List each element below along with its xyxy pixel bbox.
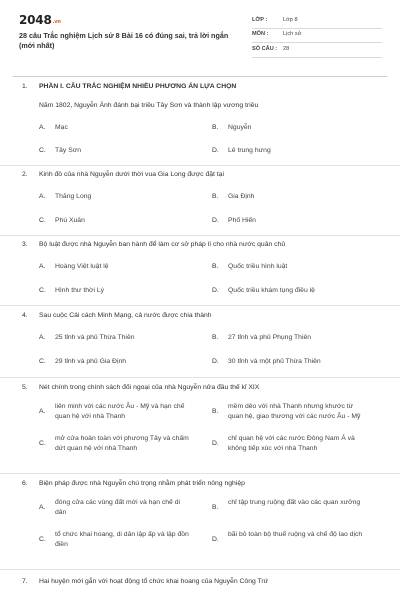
logo-text: 2048 <box>19 13 52 27</box>
meta-row-count <box>252 43 382 58</box>
option-b[interactable] <box>212 123 366 133</box>
option-letter: B. <box>212 334 219 341</box>
question-text: Sau cuộc Cải cách Minh Mạng, cả nước được chia thành <box>39 312 212 319</box>
option-text: đóng cửa các vùng đất mới và hạn chế di dân <box>55 499 181 517</box>
option-letter: C. <box>39 287 46 294</box>
option-letter: D. <box>212 440 219 447</box>
option-text: Mạc <box>55 124 68 131</box>
option-letter: C. <box>39 217 46 224</box>
option-b[interactable] <box>212 262 366 272</box>
meta-row-subject <box>252 29 382 44</box>
option-text: Thăng Long <box>55 193 92 200</box>
option-letter: C. <box>39 358 46 365</box>
option-text: Nguyễn <box>228 124 252 131</box>
option-text: 27 tỉnh và phủ Phụng Thiên <box>228 334 312 341</box>
option-letter: A. <box>39 124 46 131</box>
option-c[interactable] <box>39 216 193 226</box>
header-divider <box>13 76 387 77</box>
meta-row-class <box>252 14 382 29</box>
option-d[interactable] <box>212 434 366 454</box>
option-text: chỉ tập trung ruộng đất vào các quan xưởng <box>228 499 361 506</box>
question-text: Biện pháp được nhà Nguyễn chú trọng nhằm phát triển nông nghiệp <box>39 480 245 487</box>
option-c[interactable] <box>39 357 193 367</box>
option-a[interactable] <box>39 192 193 202</box>
question-intro: Năm 1802, Nguyễn Ánh đánh bại triều Tây Sơn và thành lập vương triều <box>39 102 259 109</box>
option-c[interactable] <box>39 286 193 296</box>
option-d[interactable] <box>212 216 366 226</box>
option-d[interactable] <box>212 530 366 544</box>
option-letter: D. <box>212 358 219 365</box>
option-letter: A. <box>39 504 46 511</box>
option-text: 25 tỉnh và phủ Thừa Thiên <box>55 334 135 341</box>
option-letter: B. <box>212 193 219 200</box>
document-meta <box>252 14 382 58</box>
option-b[interactable] <box>212 192 366 202</box>
option-letter: B. <box>212 504 219 511</box>
option-letter: D. <box>212 147 219 154</box>
question-text: Kinh đô của nhà Nguyễn dưới thời vua Gia Long được đặt tại <box>39 171 224 178</box>
question-text: Nét chính trong chính sách đối ngoại của nhà Nguyễn nửa đầu thế kỉ XIX <box>39 384 260 391</box>
option-c[interactable] <box>39 146 193 156</box>
option-letter: D. <box>212 217 219 224</box>
option-text: 30 tỉnh và một phủ Thừa Thiên <box>228 358 321 365</box>
question-divider <box>0 569 400 570</box>
question-text: Hai huyện mới gắn với hoạt động tổ chức khai hoang của Nguyễn Công Trứ <box>39 578 269 585</box>
option-text: Tây Sơn <box>55 147 81 154</box>
option-text: Lê trung hưng <box>228 147 271 154</box>
meta-key: LỚP : <box>252 16 268 23</box>
logo-suffix: .vn <box>52 19 61 25</box>
option-letter: D. <box>212 536 219 543</box>
option-a[interactable] <box>39 498 193 518</box>
option-text: Phố Hiến <box>228 217 256 224</box>
option-a[interactable] <box>39 262 193 272</box>
option-letter: C. <box>39 536 46 543</box>
meta-key: SỐ CÂU : <box>252 45 278 52</box>
option-b[interactable] <box>212 498 366 512</box>
option-text: chỉ quan hệ với các nước Đông Nam Á và không tiếp xúc với nhà Thanh <box>228 435 355 453</box>
option-letter: C. <box>39 147 46 154</box>
question-text: Bộ luật được nhà Nguyễn ban hành để làm cơ sở pháp lí cho nhà nước quân chủ <box>39 241 286 248</box>
question-number: 2. <box>22 171 28 178</box>
page-header <box>0 0 400 74</box>
option-d[interactable] <box>212 357 366 367</box>
option-letter: B. <box>212 263 219 270</box>
option-text: mở cửa hoàn toàn với phương Tây và chấm dứt quan hệ với nhà Thanh <box>55 435 189 453</box>
meta-value: 28 <box>283 45 290 52</box>
option-text: liên minh với các nước Âu - Mỹ và hạn chế quan hệ với nhà Thanh <box>55 403 185 421</box>
option-text: mềm dẻo với nhà Thanh nhưng khước từ quan hệ, giao thương với các nước Âu - Mỹ <box>228 403 361 421</box>
option-a[interactable] <box>39 402 193 422</box>
option-text: Gia Định <box>228 193 255 200</box>
option-text: Phú Xuân <box>55 217 85 224</box>
question-number: 3. <box>22 241 28 248</box>
question-divider <box>0 473 400 474</box>
question-divider <box>0 377 400 378</box>
option-letter: A. <box>39 408 46 415</box>
option-letter: A. <box>39 334 46 341</box>
option-d[interactable] <box>212 286 366 296</box>
option-a[interactable] <box>39 123 193 133</box>
meta-key: MÔN : <box>252 31 269 38</box>
option-text: 29 tỉnh và phủ Gia Định <box>55 358 127 365</box>
meta-value: Lịch sử <box>283 31 302 38</box>
option-d[interactable] <box>212 146 366 156</box>
question-divider <box>0 235 400 236</box>
option-b[interactable] <box>212 402 366 422</box>
option-b[interactable] <box>212 333 366 343</box>
meta-value: Lớp 8 <box>283 16 298 23</box>
option-text: tổ chức khai hoang, di dân lập ấp và lập đồn điền <box>55 531 189 549</box>
option-letter: A. <box>39 193 46 200</box>
option-text: Quốc triều khám tụng điều lệ <box>228 287 315 294</box>
option-letter: B. <box>212 124 219 131</box>
question-number: 4. <box>22 312 28 319</box>
option-letter: D. <box>212 287 219 294</box>
site-logo[interactable] <box>19 12 61 28</box>
option-text: bãi bỏ toàn bộ thuế ruộng và chế độ lao dịch <box>228 531 363 538</box>
question-number: 7. <box>22 578 28 585</box>
option-text: Hoàng Việt luật lệ <box>55 263 109 270</box>
option-text: Hình thư thời Lý <box>55 287 105 294</box>
document-title: 28 câu Trắc nghiệm Lịch sử 8 Bài 16 có đúng sai, trả lời ngắn (mới nhất) <box>19 31 229 50</box>
question-divider <box>0 305 400 306</box>
question-number: 5. <box>22 384 28 391</box>
option-letter: B. <box>212 408 219 415</box>
option-c[interactable] <box>39 530 193 550</box>
question-divider <box>0 165 400 166</box>
question-number: 1. <box>22 83 28 90</box>
question-number: 6. <box>22 480 28 487</box>
question-text: PHẦN I. CÂU TRẮC NGHIỆM NHIỀU PHƯƠNG ÁN LỰA CHỌN <box>39 83 237 90</box>
option-letter: A. <box>39 263 46 270</box>
option-a[interactable] <box>39 333 193 343</box>
option-letter: C. <box>39 440 46 447</box>
option-text: Quốc triều hình luật <box>228 263 288 270</box>
option-c[interactable] <box>39 434 193 454</box>
